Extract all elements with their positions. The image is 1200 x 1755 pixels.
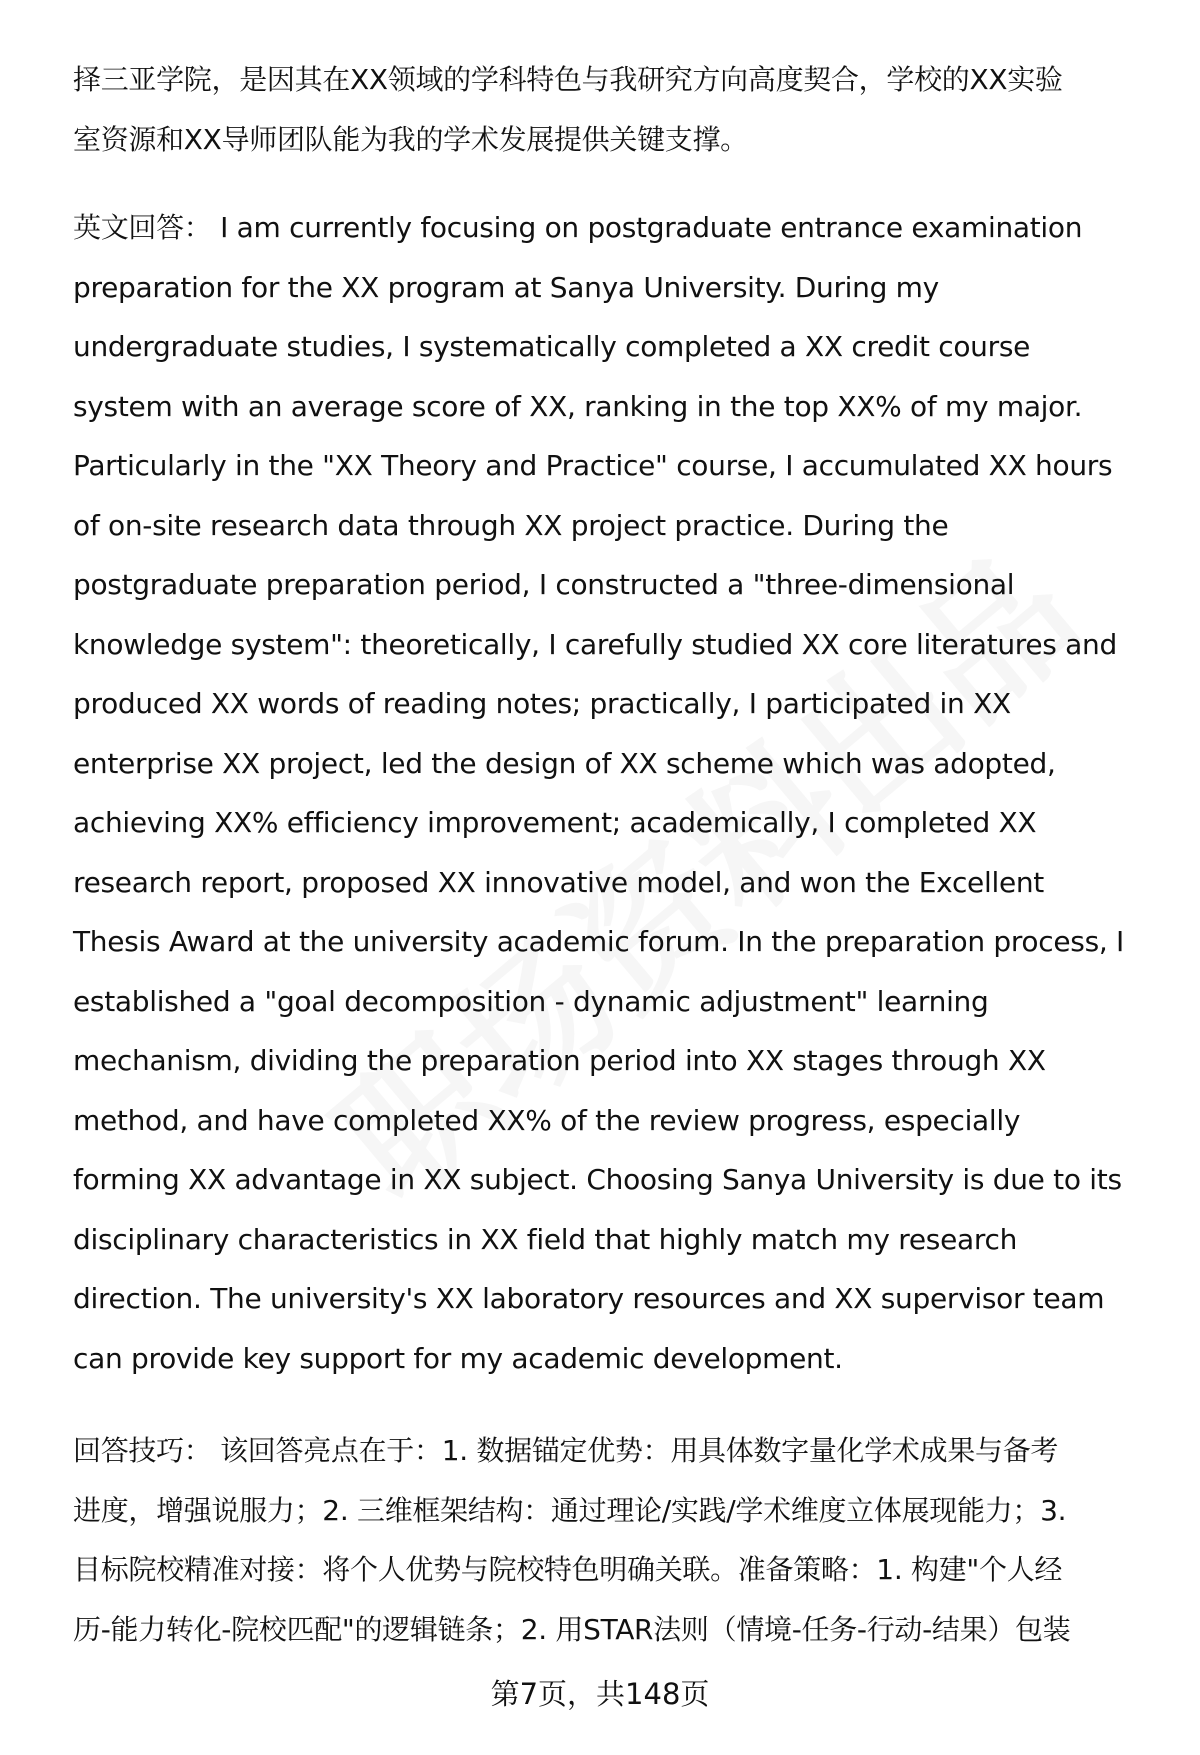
text-line: forming XX advantage in XX subject. Choosing Sanya University is due to its bbox=[73, 1163, 1122, 1196]
text-line: Thesis Award at the university academic forum. In the preparation process, I bbox=[73, 925, 1125, 958]
paragraph-answer-tips bbox=[73, 1421, 1153, 1659]
text-line: Particularly in the "XX Theory and Practice" course, I accumulated XX hours bbox=[73, 449, 1113, 482]
text-line: enterprise XX project, led the design of XX scheme which was adopted, bbox=[73, 746, 1056, 780]
text-line: system with an average score of XX, ranking in the top XX% of my major. bbox=[73, 389, 1083, 423]
text-line: can provide key support for my academic development. bbox=[73, 1341, 843, 1375]
text-line: disciplinary characteristics in XX field that highly match my research bbox=[73, 1222, 1018, 1256]
paragraph-chinese-answer-end bbox=[73, 50, 1153, 169]
text-line: method, and have completed XX% of the review progress, especially bbox=[73, 1103, 1021, 1137]
text-line: undergraduate studies, I systematically completed a XX credit course bbox=[73, 330, 1031, 363]
text-line: preparation for the XX program at Sanya University. During my bbox=[73, 270, 939, 304]
text-line: research report, proposed XX innovative model, and won the Excellent bbox=[73, 865, 1044, 899]
text-line: produced XX words of reading notes; practically, I participated in XX bbox=[73, 687, 1011, 720]
text-line: of on-site research data through XX project practice. During the bbox=[73, 508, 949, 542]
text-line: achieving XX% efficiency improvement; academically, I completed XX bbox=[73, 806, 1037, 839]
text-line: 择三亚学院，是因其在XX领域的学科特色与我研究方向高度契合，学校的XX实验 bbox=[73, 63, 1063, 96]
page-number: 第7页，共148页 bbox=[490, 1677, 710, 1711]
text-line: mechanism, dividing the preparation period into XX stages through XX bbox=[73, 1044, 1046, 1077]
text-line: 回答技巧： 该回答亮点在于：1. 数据锚定优势：用具体数字量化学术成果与备考 bbox=[73, 1434, 1059, 1467]
paragraph-english-answer bbox=[73, 198, 1153, 1388]
text-line: 室资源和XX导师团队能为我的学术发展提供关键支撑。 bbox=[73, 122, 748, 156]
text-line: 目标院校精准对接：将个人优势与院校特色明确关联。准备策略：1. 构建"个人经 bbox=[73, 1553, 1063, 1586]
text-line: 英文回答： I am currently focusing on postgraduate entrance examination bbox=[73, 211, 1083, 244]
text-line: postgraduate preparation period, I constructed a "three-dimensional bbox=[73, 568, 1015, 601]
text-line: 进度，增强说服力；2. 三维框架结构：通过理论/实践/学术维度立体展现能力；3. bbox=[73, 1493, 1067, 1527]
text-line: established a "goal decomposition - dynamic adjustment" learning bbox=[73, 984, 989, 1018]
text-line: direction. The university's XX laboratory resources and XX supervisor team bbox=[73, 1282, 1105, 1315]
text-line: 历-能力转化-院校匹配"的逻辑链条；2. 用STAR法则（情境-任务-行动-结果）包装 bbox=[73, 1612, 1071, 1646]
text-line: knowledge system": theoretically, I carefully studied XX core literatures and bbox=[73, 627, 1117, 661]
